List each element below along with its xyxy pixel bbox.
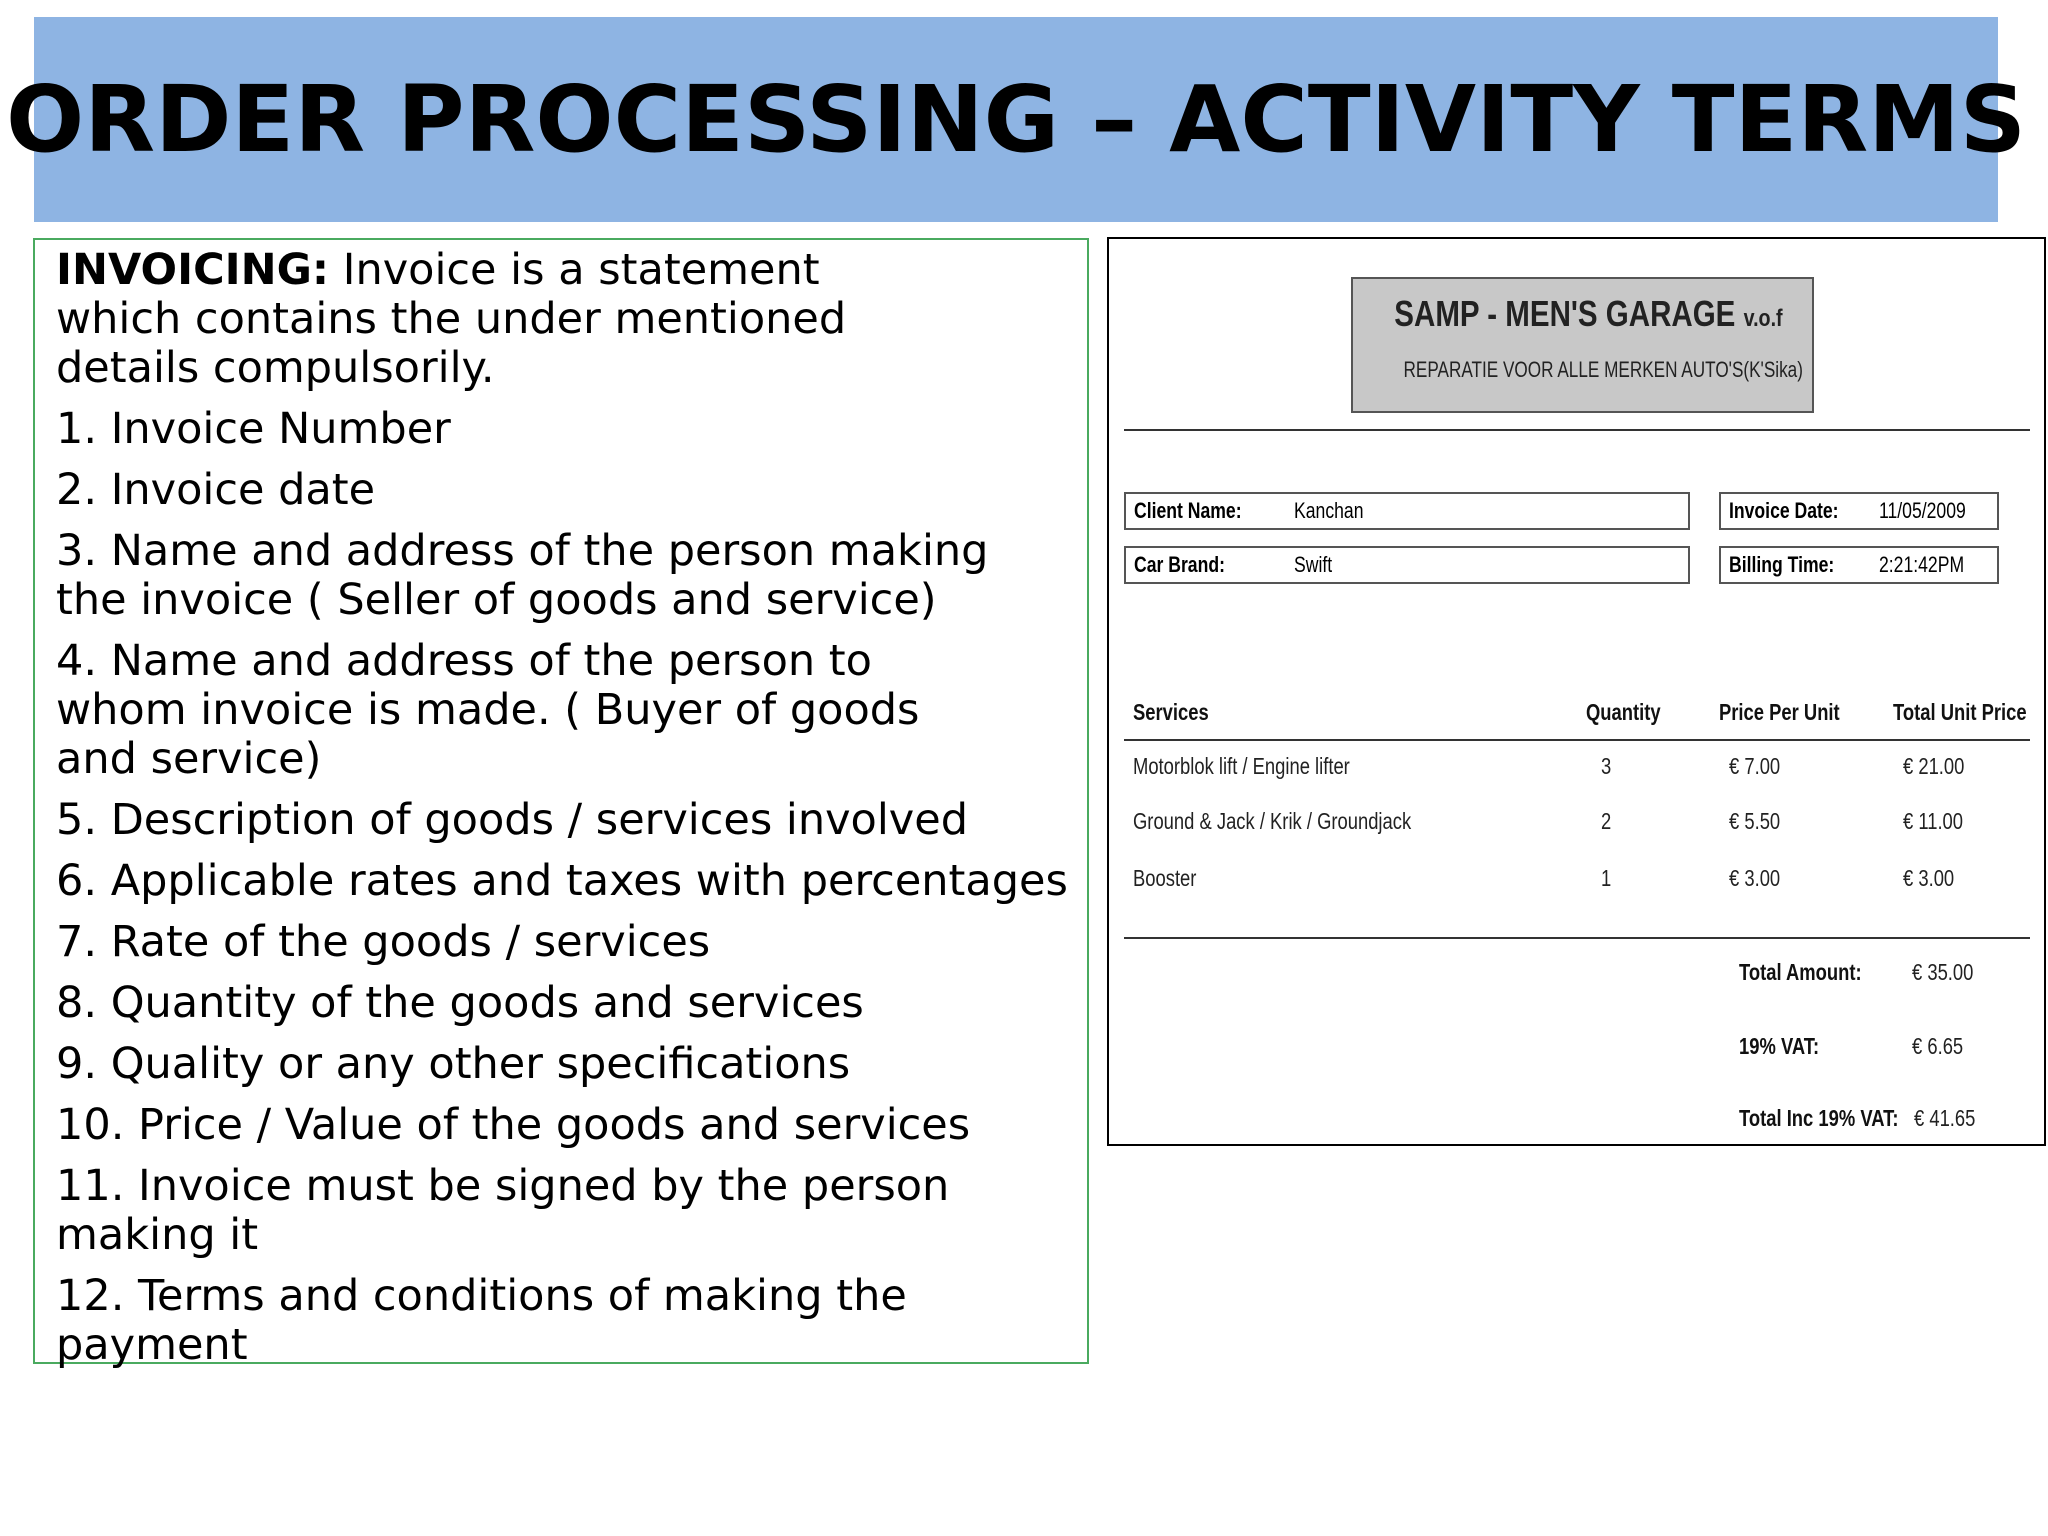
list-item: 12. Terms and conditions of making the payment <box>56 1271 907 1370</box>
table-cell: Motorblok lift / Engine lifter <box>1133 753 1350 779</box>
intro-text: Invoice is a statement which contains the under mentioned details compulsorily. <box>56 245 847 393</box>
table-cell: € 3.00 <box>1903 865 1955 891</box>
table-cell: € 11.00 <box>1903 808 1964 834</box>
list-item: 4. Name and address of the person to whom invoice is made. ( Buyer of goods and service) <box>56 636 920 784</box>
table-cell: € 7.00 <box>1729 753 1781 779</box>
intro-paragraph <box>56 246 936 393</box>
vat-value: € 6.65 <box>1912 1033 1964 1059</box>
client-name-field: Client Name: Kanchan <box>1124 492 1690 530</box>
list-item: 10. Price / Value of the goods and services <box>56 1100 971 1150</box>
list-item: 3. Name and address of the person making the invoice ( Seller of goods and service) <box>56 526 989 625</box>
divider <box>1124 739 2030 741</box>
table-cell: Booster <box>1133 865 1197 891</box>
title-banner <box>6 17 2026 222</box>
total-amount-value: € 35.00 <box>1912 959 1974 985</box>
divider <box>1124 937 2030 939</box>
list-item: 1. Invoice Number <box>56 404 451 454</box>
list-item: 7. Rate of the goods / services <box>56 917 711 967</box>
table-cell: 2 <box>1601 808 1612 834</box>
list-item: 5. Description of goods / services involved <box>56 795 969 845</box>
page-title: ORDER PROCESSING – ACTIVITY TERMS <box>6 66 2026 173</box>
invoicing-text-box <box>33 238 1089 1370</box>
list-item: 2. Invoice date <box>56 465 376 515</box>
list-item: 9. Quality or any other specifications <box>56 1039 851 1089</box>
garage-name: SAMP - MEN'S GARAGE v.o.f <box>1394 293 1783 334</box>
table-cell: € 21.00 <box>1903 753 1965 779</box>
total-header: Total Unit Price <box>1893 699 2027 725</box>
garage-header <box>1351 277 1814 413</box>
list-item: 8. Quantity of the goods and services <box>56 978 864 1028</box>
table-cell: Ground & Jack / Krik / Groundjack <box>1133 808 1412 834</box>
billing-time-field: Billing Time: 2:21:42PM <box>1719 546 1999 584</box>
price-header: Price Per Unit <box>1719 699 1840 725</box>
list-item: 11. Invoice must be signed by the person making it <box>56 1161 950 1260</box>
grand-total-label: Total Inc 19% VAT: <box>1739 1105 1899 1131</box>
invoice-date-field: Invoice Date: 11/05/2009 <box>1719 492 1999 530</box>
list-item: 6. Applicable rates and taxes with percentages <box>56 856 1068 906</box>
grand-total-value: € 41.65 <box>1914 1105 1976 1131</box>
vat-label: 19% VAT: <box>1739 1033 1820 1059</box>
total-amount-label: Total Amount: <box>1739 959 1862 985</box>
table-cell: € 5.50 <box>1729 808 1781 834</box>
table-cell: € 3.00 <box>1729 865 1781 891</box>
car-brand-field: Car Brand: Swift <box>1124 546 1690 584</box>
quantity-header: Quantity <box>1586 699 1661 725</box>
services-header: Services <box>1133 699 1209 725</box>
divider <box>1124 429 2030 431</box>
table-cell: 1 <box>1601 865 1612 891</box>
garage-tagline: REPARATIE VOOR ALLE MERKEN AUTO'S(K'Sika) <box>1403 357 1803 382</box>
table-cell: 3 <box>1601 753 1612 779</box>
intro-lead: INVOICING: <box>56 245 330 295</box>
invoice-image <box>1107 237 2046 1146</box>
